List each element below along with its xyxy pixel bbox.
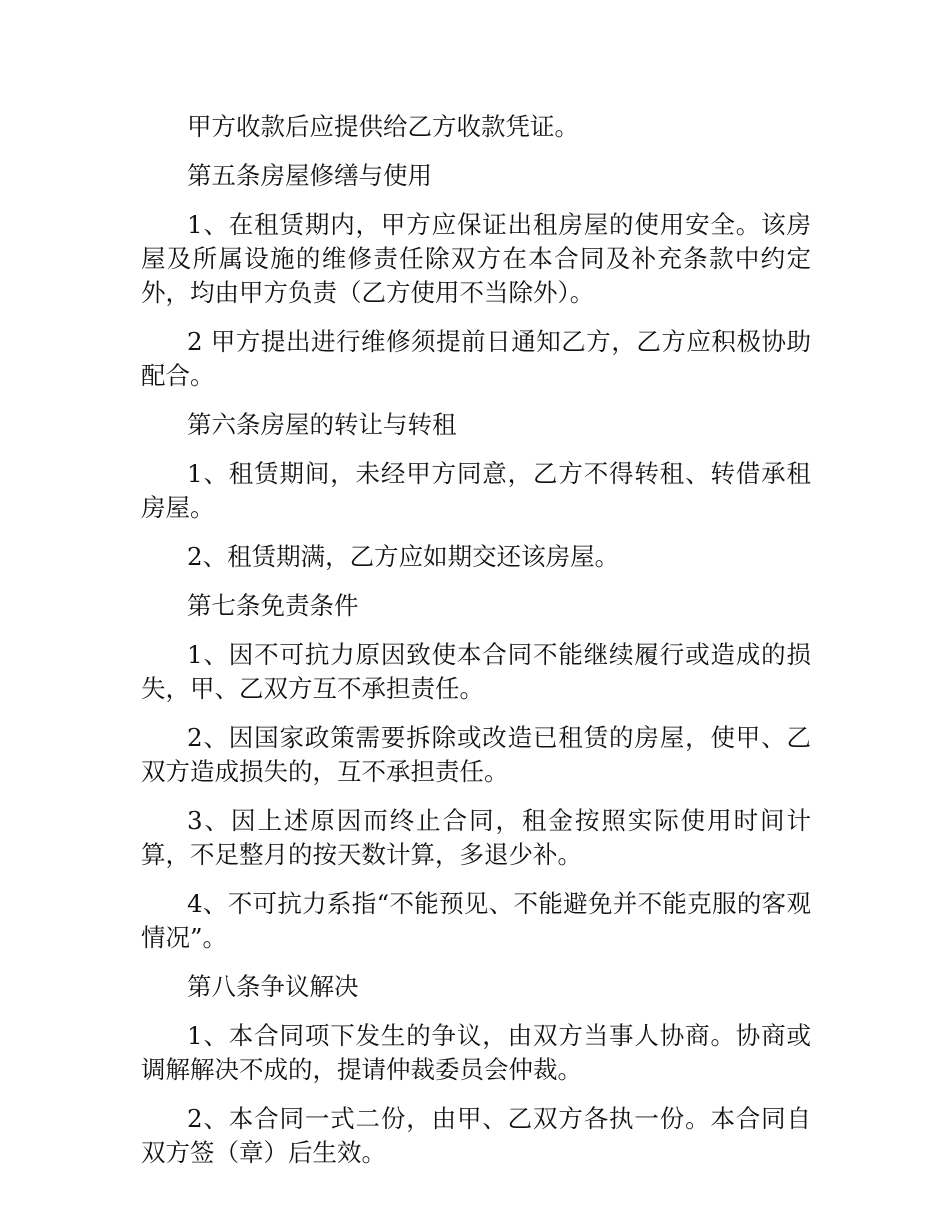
- paragraph-payment-receipt: 甲方收款后应提供给乙方收款凭证。: [187, 112, 579, 141]
- section-heading-article-5: 第五条房屋修缮与使用: [187, 161, 432, 190]
- section-heading-article-6: 第六条房屋的转让与转租: [187, 410, 457, 439]
- paragraph-article-7-clause-3: 3、因上述原因而终止合同，租金按照实际使用时间计算，不足整月的按天数计算，多退少补。: [141, 806, 811, 869]
- paragraph-article-6-clause-2: 2、租赁期满，乙方应如期交还该房屋。: [187, 542, 620, 571]
- section-heading-article-8: 第八条争议解决: [187, 972, 359, 1001]
- paragraph-article-5-clause-2: 2 甲方提出进行维修须提前日通知乙方，乙方应积极协助配合。: [141, 327, 811, 390]
- paragraph-article-5-clause-1: 1、在租赁期内，甲方应保证出租房屋的使用安全。该房屋及所属设施的维修责任除双方在本合同及补充条款中约定外，均由甲方负责（乙方使用不当除外）。: [141, 210, 811, 307]
- paragraph-article-7-clause-2: 2、因国家政策需要拆除或改造已租赁的房屋，使甲、乙双方造成损失的，互不承担责任。: [141, 723, 811, 786]
- paragraph-article-7-clause-4: 4、不可抗力系指“不能预见、不能避免并不能克服的客观情况”。: [141, 889, 811, 952]
- paragraph-article-7-clause-1: 1、因不可抗力原因致使本合同不能继续履行或造成的损失，甲、乙双方互不承担责任。: [141, 640, 811, 703]
- section-heading-article-7: 第七条免责条件: [187, 591, 359, 620]
- paragraph-article-6-clause-1: 1、租赁期间，未经甲方同意，乙方不得转租、转借承租房屋。: [141, 459, 811, 522]
- paragraph-article-8-clause-1: 1、本合同项下发生的争议，由双方当事人协商。协商或调解解决不成的，提请仲裁委员会仲裁。: [141, 1021, 811, 1084]
- document-body: [141, 110, 811, 1185]
- paragraph-article-8-clause-2: 2、本合同一式二份，由甲、乙双方各执一份。本合同自双方签（章）后生效。: [141, 1104, 811, 1167]
